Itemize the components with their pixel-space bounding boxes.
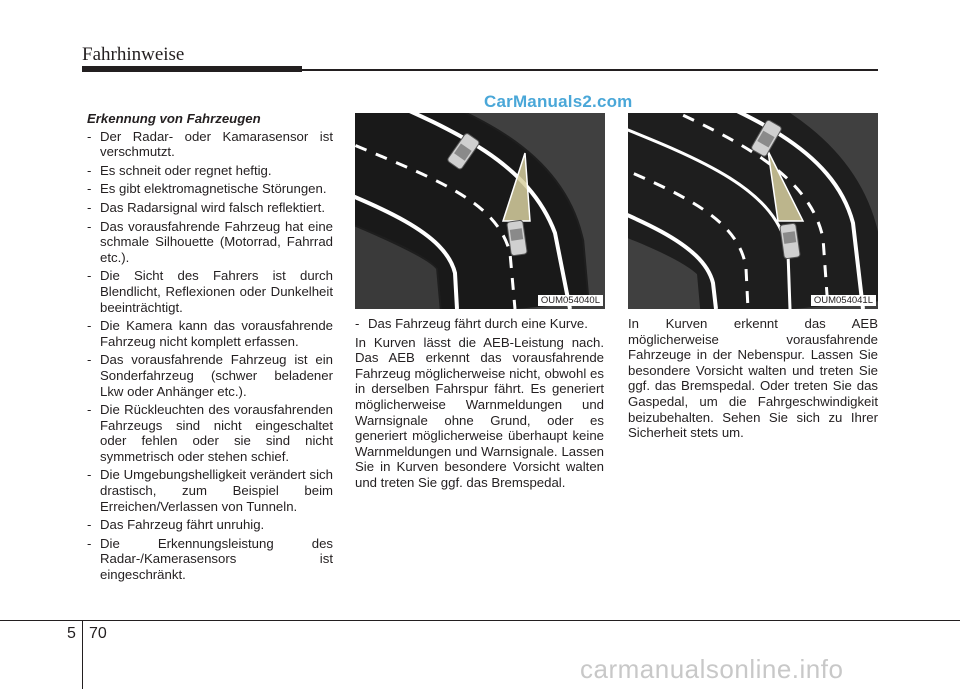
page-number: 70	[89, 625, 107, 642]
adjacent-lane-paragraph: In Kurven erkennt das AEB möglicherweise vorausfahrende Fahrzeuge in der Nebenspur. Lassen Sie besondere Vorsicht walten und treten Sie ggf. das Bremspedal. Oder treten Sie das Gaspedal, um die Fahrgeschwindigkeit beizubehalten. Sehen Sie sich zu Ihrer Sicherheit stets um.	[628, 316, 878, 441]
section-heading: Erkennung von Fahrzeugen	[87, 111, 261, 126]
list-item: - Das vorausfahrende Fahrzeug ist ein Sonderfahrzeug (schwer beladener Lkw oder Anhänger etc.).	[87, 352, 333, 399]
middle-column	[355, 316, 604, 491]
list-item: - Das Radarsignal wird falsch reflektiert.	[87, 199, 326, 215]
list-item: - Das Fahrzeug fährt durch eine Kurve.	[355, 316, 588, 331]
vehicle-detection-list	[87, 129, 333, 583]
chapter-number: 5	[67, 625, 76, 642]
right-column	[628, 316, 878, 441]
header-rule-thick	[82, 66, 302, 72]
list-item: - Der Radar- oder Kamarasensor ist verschmutzt.	[87, 128, 333, 160]
list-item: - Das vorausfahrende Fahrzeug hat eine schmale Silhouette (Motorrad, Fahrrad etc.).	[87, 218, 333, 265]
list-item: - Es schneit oder regnet heftig.	[87, 162, 272, 178]
page-header-title: Fahrhinweise	[82, 44, 185, 65]
watermark-top: CarManuals2.com	[484, 92, 633, 111]
curve-paragraph: In Kurven lässt die AEB-Leistung nach. Das AEB erkennt das vorausfahrende Fahrzeug möglicherweise nicht, obwohl es in derselben Fahrspur fährt. Es generiert möglicherweise Warnmeldungen und Warnsignale ohne Grund, oder es generiert möglicherweise überhaupt keine Warnmeldungen und Warnsignale. Lassen Sie in Kurven besondere Vorsicht walten und treten Sie ggf. das Bremspedal.	[355, 334, 604, 490]
figure-code: OUM054041L	[811, 295, 876, 306]
list-item: - Die Sicht des Fahrers ist durch Blendlicht, Reflexionen oder Dunkelheit beeinträchtigt.	[87, 268, 333, 315]
header-rule-thin	[302, 69, 878, 71]
figure-code: OUM054040L	[538, 295, 603, 306]
curve-same-lane-illustration	[355, 113, 605, 309]
list-item: - Es gibt elektromagnetische Störungen.	[87, 181, 327, 197]
list-item: - Die Erkennungsleistung des Radar-/Kamerasensors ist eingeschränkt.	[87, 535, 333, 583]
list-item: - Die Umgebungshelligkeit verändert sich drastisch, zum Beispiel beim Erreichen/Verlassen von Tunneln.	[87, 467, 333, 514]
list-item: - Die Kamera kann das vorausfahrende Fahrzeug nicht komplett erfassen.	[87, 318, 333, 349]
list-item: - Die Rückleuchten des vorausfahrenden Fahrzeugs sind nicht eingeschaltet oder fehlen oder sie sind nicht symmetrisch oder stehen schief.	[87, 402, 333, 464]
footer-rule	[0, 620, 960, 621]
watermark-bottom: carmanualsonline.info	[580, 654, 844, 684]
footer-divider	[82, 620, 83, 689]
list-item: - Das Fahrzeug fährt unruhig.	[87, 517, 265, 533]
left-column	[87, 111, 333, 586]
curve-adjacent-lane-svg	[628, 113, 878, 309]
curve-same-lane-svg	[355, 113, 605, 309]
curve-list	[355, 316, 604, 332]
curve-adjacent-lane-illustration	[628, 113, 878, 309]
